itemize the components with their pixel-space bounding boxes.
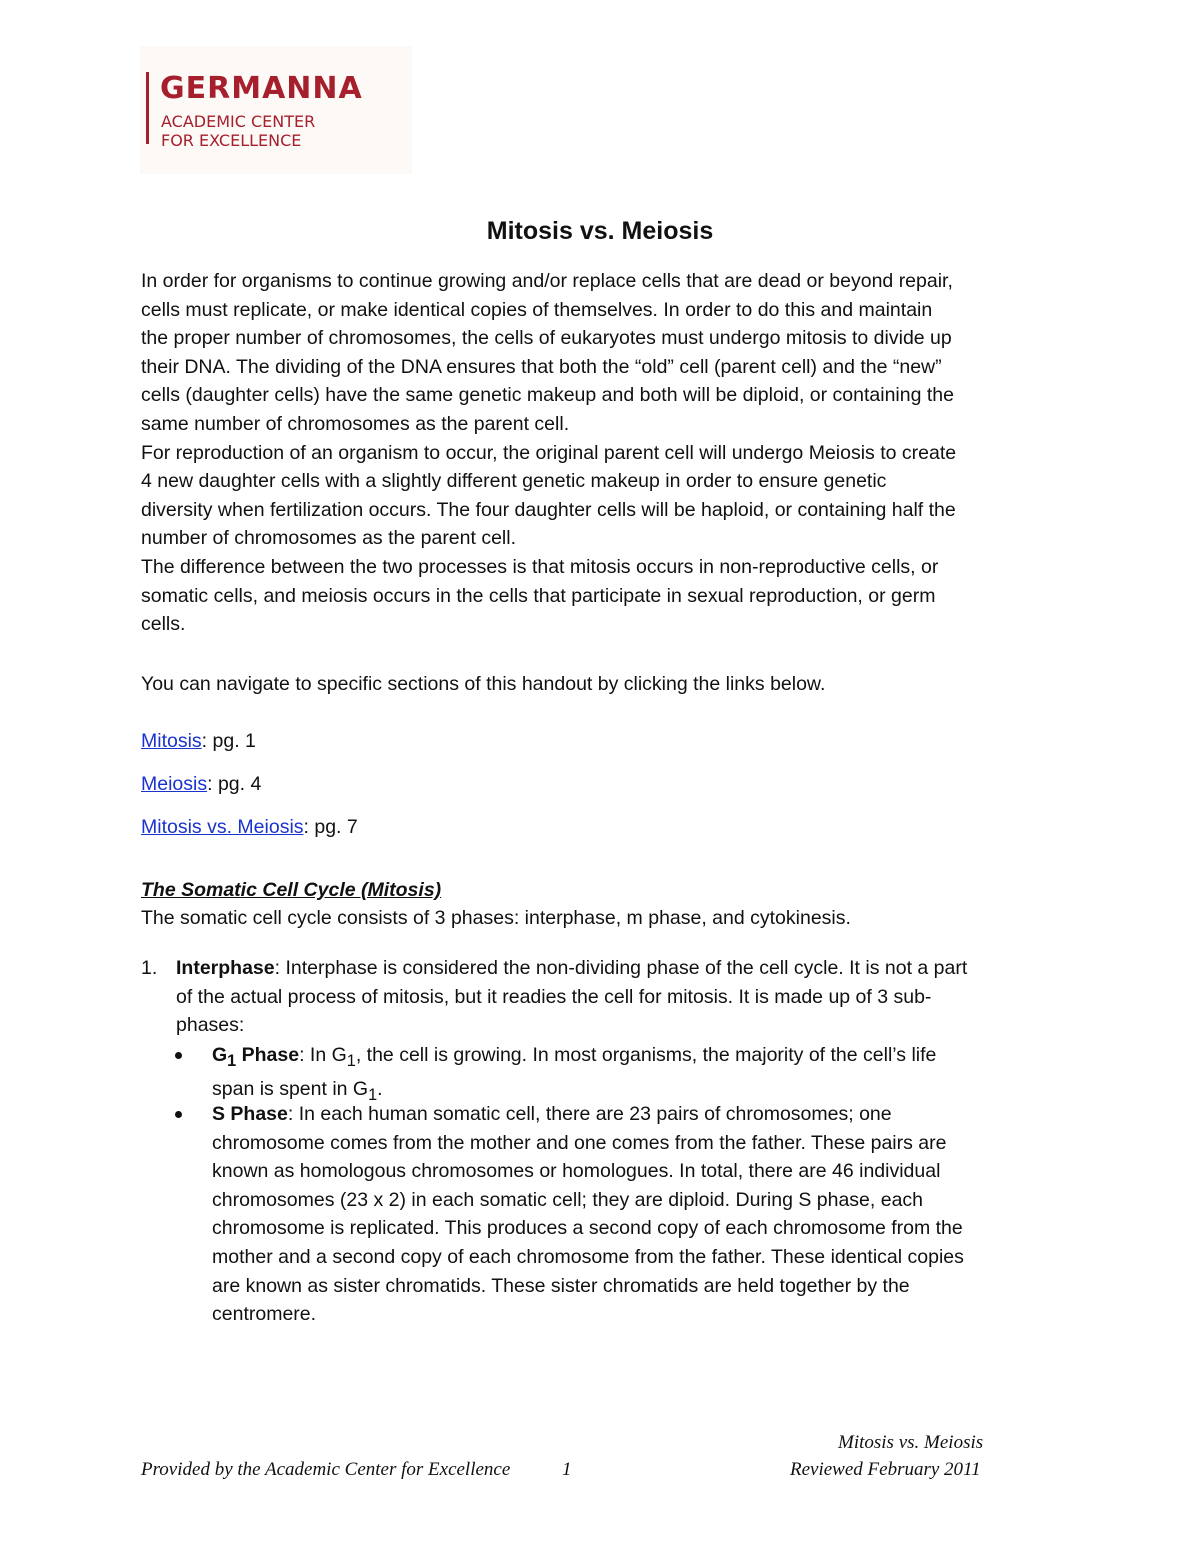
g1-text: , the cell is growing. In most organisms, the majority of the cell’s life bbox=[355, 1044, 937, 1066]
s-phase-term: S Phase bbox=[212, 1103, 288, 1125]
footer-page-number: 1 bbox=[562, 1459, 572, 1480]
s-phase-line: chromosome is replicated. This produces a second copy of each chromosome from the bbox=[212, 1217, 963, 1240]
interphase-line: of the actual process of mitosis, but it readies the cell for mitosis. It is made up of 3 sub- bbox=[176, 985, 932, 1008]
s-phase-line: known as homologous chromosomes or homologues. In total, there are 46 individual bbox=[212, 1160, 941, 1183]
bullet-icon bbox=[175, 1111, 182, 1118]
navigate-text: You can navigate to specific sections of this handout by clicking the links below. bbox=[141, 673, 826, 695]
g1-text: . bbox=[377, 1078, 383, 1101]
intro-line: For reproduction of an organism to occur, the original parent cell will undergo Meiosis to create bbox=[141, 441, 957, 464]
g1-term bbox=[212, 1044, 300, 1070]
toc-entry-mitosis-vs-meiosis bbox=[141, 813, 358, 841]
intro-line: In order for organisms to continue growing and/or replace cells that are dead or beyond repair, bbox=[141, 270, 953, 292]
section-intro bbox=[141, 904, 1071, 933]
s-phase-item bbox=[212, 1100, 1072, 1329]
footer-provided-by: Provided by the Academic Center for Excellence bbox=[141, 1459, 511, 1480]
section-intro-text: The somatic cell cycle consists of 3 phases: interphase, m phase, and cytokinesis. bbox=[141, 907, 851, 929]
intro-line: The difference between the two processes is that mitosis occurs in non-reproductive cells, or bbox=[141, 555, 939, 578]
s-phase-line bbox=[212, 1100, 1072, 1129]
g1-term-main: G bbox=[212, 1044, 228, 1066]
footer-doc-title: Mitosis vs. Meiosis bbox=[838, 1432, 984, 1453]
list-number: 1. bbox=[141, 957, 158, 979]
navigate-instructions bbox=[141, 670, 1071, 699]
intro-line: cells (daughter cells) have the same genetic makeup and both will be diploid, or containing the bbox=[141, 384, 954, 407]
intro-line: number of chromosomes as the parent cell. bbox=[141, 527, 517, 550]
intro-line: the proper number of chromosomes, the cells of eukaryotes must undergo mitosis to divide up bbox=[141, 327, 952, 350]
intro-paragraphs bbox=[141, 267, 1071, 639]
logo-name: GERMANNA bbox=[160, 71, 363, 106]
toc-link-mitosis[interactable]: Mitosis bbox=[141, 730, 202, 752]
footer-reviewed-date: Reviewed February 2011 bbox=[790, 1459, 981, 1480]
s-phase-line: chromosome comes from the mother and one comes from the father. These pairs are bbox=[212, 1131, 947, 1154]
logo-subtitle bbox=[161, 112, 315, 150]
g1-text: span is spent in G bbox=[212, 1078, 369, 1101]
toc-entry-meiosis bbox=[141, 770, 261, 798]
toc-page-ref: : pg. 4 bbox=[207, 773, 262, 795]
logo-accent-bar bbox=[146, 72, 149, 144]
toc-page-ref: : pg. 7 bbox=[303, 816, 358, 838]
bullet-icon bbox=[175, 1052, 182, 1059]
intro-line: their DNA. The dividing of the DNA ensures that both the “old” cell (parent cell) and the “new” bbox=[141, 355, 942, 378]
g1-line bbox=[212, 1041, 1072, 1075]
toc-link-mitosis-vs-meiosis[interactable]: Mitosis vs. Meiosis bbox=[141, 816, 304, 838]
s-phase-text: : In each human somatic cell, there are 23 pairs of chromosomes; one bbox=[287, 1103, 892, 1125]
intro-line: 4 new daughter cells with a slightly different genetic makeup in order to ensure genetic bbox=[141, 470, 887, 493]
g1-term-rest: Phase bbox=[236, 1044, 300, 1066]
logo-subtitle-line: ACADEMIC CENTER bbox=[161, 112, 316, 131]
intro-line: same number of chromosomes as the parent cell. bbox=[141, 412, 570, 435]
germanna-logo bbox=[140, 46, 412, 174]
toc-entry-mitosis bbox=[141, 727, 256, 755]
intro-line: cells. bbox=[141, 613, 186, 636]
g1-term-subscript: 1 bbox=[227, 1051, 237, 1070]
s-phase-line: are known as sister chromatids. These sister chromatids are held together by the bbox=[212, 1274, 910, 1297]
s-phase-line: mother and a second copy of each chromosome from the father. These identical copies bbox=[212, 1245, 964, 1268]
interphase-line: phases: bbox=[176, 1014, 245, 1037]
logo-subtitle-line: FOR EXCELLENCE bbox=[161, 131, 302, 150]
interphase-line bbox=[176, 954, 1066, 983]
g1-text: : In G bbox=[299, 1044, 347, 1066]
intro-line: diversity when fertilization occurs. The four daughter cells will be haploid, or containing half the bbox=[141, 498, 956, 521]
s-phase-line: chromosomes (23 x 2) in each somatic cell; they are diploid. During S phase, each bbox=[212, 1188, 924, 1211]
section-heading: The Somatic Cell Cycle (Mitosis) bbox=[141, 879, 442, 901]
s-phase-line: centromere. bbox=[212, 1303, 317, 1326]
g1-subscript: 1 bbox=[368, 1086, 378, 1105]
g1-subscript: 1 bbox=[346, 1051, 356, 1070]
intro-line: somatic cells, and meiosis occurs in the cells that participate in sexual reproduction, or germ bbox=[141, 584, 936, 607]
toc-link-meiosis[interactable]: Meiosis bbox=[141, 773, 208, 795]
intro-line: cells must replicate, or make identical copies of themselves. In order to do this and maintain bbox=[141, 298, 933, 321]
toc-page-ref: : pg. 1 bbox=[201, 730, 256, 752]
interphase-term: Interphase bbox=[176, 957, 275, 979]
interphase-text: : Interphase is considered the non-dividing phase of the cell cycle. It is not a part bbox=[274, 957, 968, 979]
interphase-item bbox=[176, 954, 1066, 1040]
page-title: Mitosis vs. Meiosis bbox=[486, 217, 714, 245]
